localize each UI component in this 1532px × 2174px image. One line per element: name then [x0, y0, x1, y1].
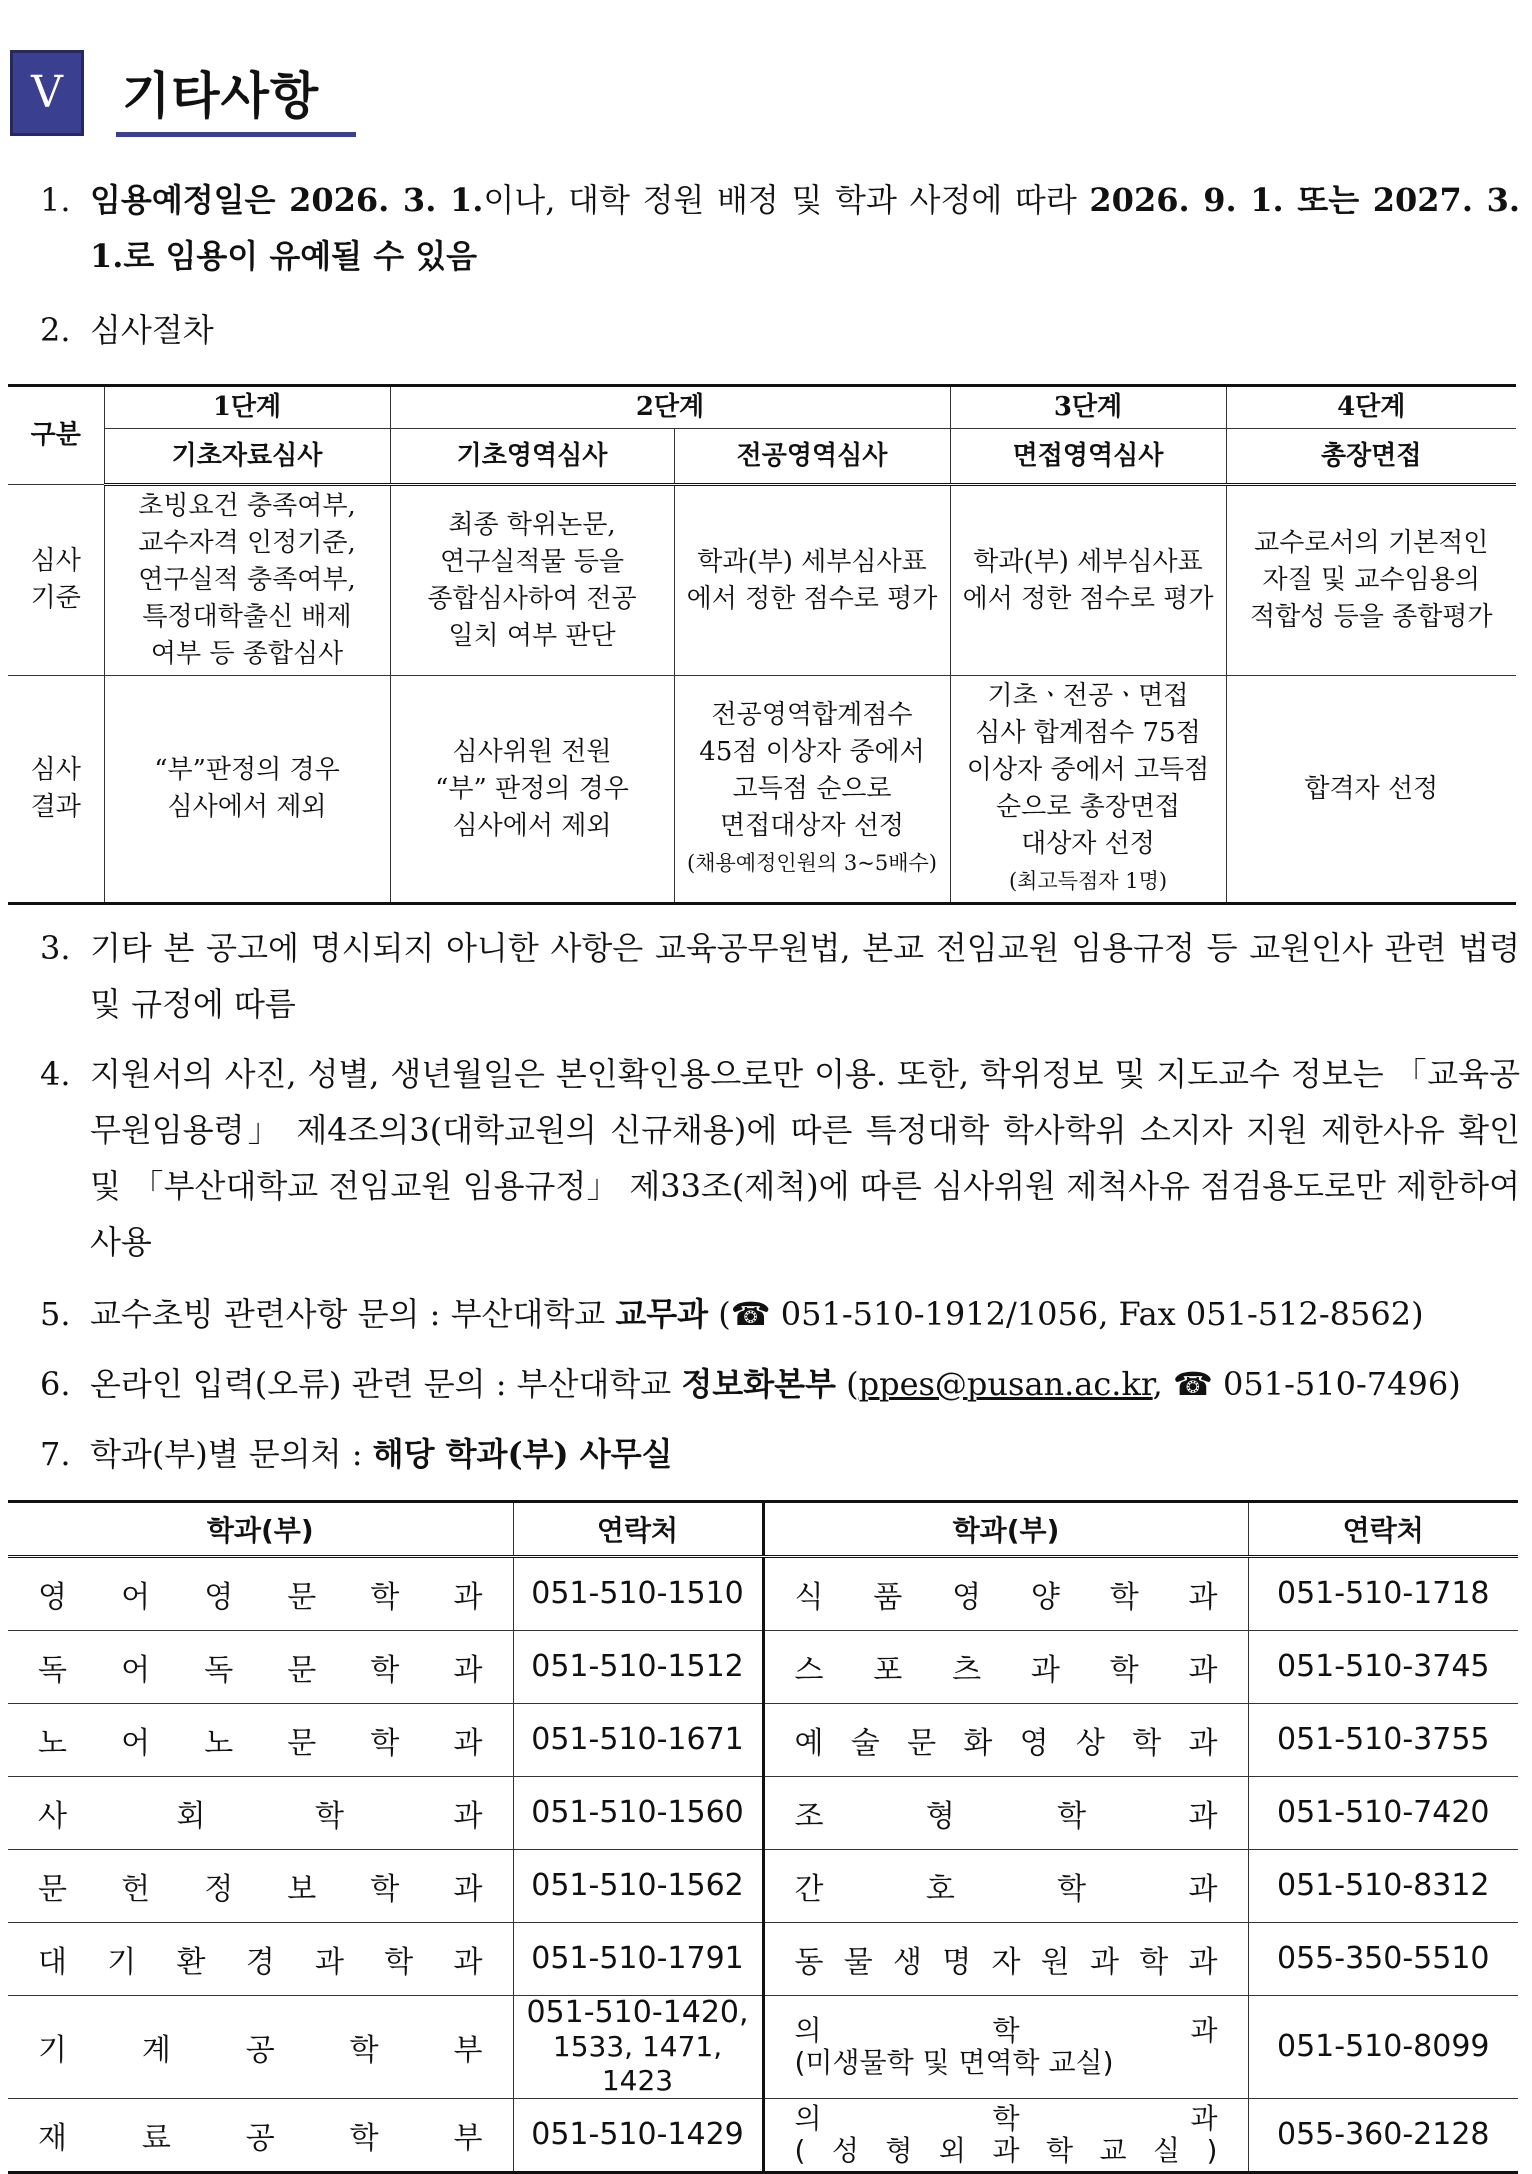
- department-char: 공: [245, 2121, 275, 2156]
- department-char: 술: [850, 1726, 880, 1761]
- department-char: 학: [349, 2033, 379, 2068]
- criteria-cell: 초빙요건 충족여부, 교수자격 인정기준, 연구실적 충족여부, 특정대학출신 배제 여부 등 종합심사: [104, 485, 390, 676]
- section-title: 기타사항: [122, 67, 320, 125]
- department-char: 재: [38, 2121, 67, 2156]
- department-char: 경: [245, 1945, 275, 1980]
- item-7: [40, 1426, 1520, 1482]
- department-char: 문: [287, 1653, 317, 1688]
- department-char: 학: [1057, 1799, 1087, 1834]
- department-name: [763, 1923, 1248, 1996]
- department-phone: [513, 2099, 763, 2173]
- department-char: 과: [453, 1653, 483, 1688]
- department-char: 학: [1057, 1872, 1087, 1907]
- department-char: 조: [794, 1799, 824, 1834]
- department-name: [8, 1777, 513, 1850]
- sub-header: 전공영역심사: [674, 429, 950, 485]
- item-5-phone: (☎ 051-510-1912/1056, Fax 051-512-8562): [708, 1295, 1424, 1333]
- department-name: [763, 2099, 1248, 2173]
- col-header-department: 학과(부): [8, 1502, 513, 1557]
- department-char: 문: [287, 1726, 317, 1761]
- department-char: 과: [1190, 2014, 1218, 2047]
- department-char: 의: [794, 2102, 822, 2135]
- col-header-contact: 연락처: [1248, 1502, 1518, 1557]
- department-char: 과: [453, 1799, 483, 1834]
- department-name: [8, 1631, 513, 1704]
- department-phone: 051-510-7420: [1248, 1777, 1518, 1850]
- criteria-cell: 학과(부) 세부심사표 에서 정한 점수로 평가: [950, 485, 1226, 676]
- phone-line: 1533, 1471, 1423: [552, 2030, 723, 2097]
- item-2: [40, 302, 1520, 358]
- result-cell: [674, 676, 950, 904]
- department-name: [8, 1557, 513, 1631]
- item-1-text: 이나, 대학 정원 배정 및 학과 사정에 따라: [483, 181, 1090, 219]
- department-char: 학: [315, 1799, 344, 1834]
- department-char: 교: [1099, 2134, 1127, 2167]
- department-phone: 055-360-2128: [1248, 2099, 1518, 2173]
- review-process-table: [8, 384, 1516, 905]
- department-char: 과: [1188, 1653, 1218, 1688]
- department-char: 학: [992, 2014, 1020, 2047]
- stage-header: 2단계: [390, 386, 950, 429]
- department-subunit: [795, 2135, 1218, 2167]
- department-char: 부: [453, 2033, 483, 2068]
- phone-line: 051-510-1562: [531, 1868, 744, 1903]
- department-char: 스: [794, 1653, 824, 1688]
- department-name: [8, 1923, 513, 1996]
- department-char: 학: [349, 2121, 379, 2156]
- phone-line: 051-510-1429: [531, 2117, 744, 2152]
- department-char: 의: [794, 2014, 822, 2047]
- department-char: 과: [453, 1872, 483, 1907]
- department-char: 상: [1075, 1726, 1105, 1761]
- department-char: 노: [204, 1726, 234, 1761]
- result-cell: 합격자 선정: [1226, 676, 1516, 904]
- department-name: [763, 1996, 1248, 2099]
- department-char: 학: [370, 1653, 400, 1688]
- department-phone: [513, 1996, 763, 2099]
- department-char: 독: [38, 1653, 67, 1688]
- department-char: 원: [1040, 1945, 1070, 1980]
- section-number-badge: V: [10, 50, 84, 136]
- section-title-underline: [116, 132, 356, 137]
- department-char: 학: [370, 1580, 400, 1615]
- criteria-cell: 교수로서의 기본적인 자질 및 교수임용의 적합성 등을 종합평가: [1226, 485, 1516, 676]
- department-char: 학: [1109, 1653, 1139, 1688]
- department-phone: [513, 1777, 763, 1850]
- item-2-text: 심사절차: [90, 311, 214, 349]
- department-char: 예: [794, 1726, 824, 1761]
- department-phone: 051-510-8312: [1248, 1850, 1518, 1923]
- department-char: 실: [1152, 2134, 1181, 2167]
- table-row: [8, 1850, 1518, 1923]
- department-char: 영: [1019, 1726, 1049, 1761]
- result-cell: 심사위원 전원 “부” 판정의 경우 심사에서 제외: [390, 676, 674, 904]
- department-char: 어: [121, 1653, 151, 1688]
- table-row: [8, 1996, 1518, 2099]
- department-char: 품: [873, 1580, 903, 1615]
- phone-line: 051-510-1512: [531, 1649, 744, 1684]
- department-char: 독: [204, 1653, 234, 1688]
- department-char: 료: [141, 2121, 171, 2156]
- department-char: 보: [287, 1872, 317, 1907]
- department-char: 영: [38, 1580, 67, 1615]
- department-phone: 051-510-1718: [1248, 1557, 1518, 1631]
- department-char: 과: [315, 1945, 344, 1980]
- item-5: [40, 1286, 1520, 1342]
- department-char: 학: [1045, 2134, 1074, 2167]
- item-number: 6.: [40, 1365, 71, 1403]
- department-char: 문: [907, 1726, 937, 1761]
- item-3-text: 기타 본 공고에 명시되지 아니한 사항은 교육공무원법, 본교 전임교원 임용규정 등 교원인사 관련 법령 및 규정에 따름: [90, 929, 1520, 1023]
- sub-header: 총장면접: [1226, 429, 1516, 485]
- phone-line: 051-510-1560: [531, 1795, 744, 1830]
- department-phone: [513, 1923, 763, 1996]
- department-phone: [513, 1557, 763, 1631]
- table-row: [8, 1923, 1518, 1996]
- result-text: 전공영역합계점수 45점 이상자 중에서 고득점 순으로 면접대상자 선정: [699, 699, 925, 841]
- department-char: 어: [121, 1580, 151, 1615]
- department-name: [763, 1777, 1248, 1850]
- department-char: 식: [794, 1580, 824, 1615]
- department-char: 동: [794, 1945, 824, 1980]
- department-char: 과: [1188, 1726, 1218, 1761]
- department-char: 노: [38, 1726, 67, 1761]
- phone-line: 051-510-1671: [531, 1722, 744, 1757]
- department-char: 영: [204, 1580, 234, 1615]
- col-header-department: 학과(부): [763, 1502, 1248, 1557]
- phone-line: 051-510-1510: [531, 1576, 744, 1611]
- item-5-office: 교무과: [615, 1295, 709, 1333]
- table-row: [8, 1704, 1518, 1777]
- department-char: 과: [1188, 1580, 1218, 1615]
- table-row: [8, 1777, 1518, 1850]
- department-char: 포: [873, 1653, 903, 1688]
- row-label-result: 심사 결과: [8, 676, 104, 904]
- department-char: 학: [370, 1872, 400, 1907]
- department-char: 성: [831, 2134, 859, 2167]
- department-char: 회: [176, 1799, 206, 1834]
- department-phone: [513, 1631, 763, 1704]
- item-5-text: 교수초빙 관련사항 문의 : 부산대학교: [90, 1295, 616, 1333]
- department-char: 기: [38, 2033, 67, 2068]
- department-char: ): [1206, 2134, 1218, 2167]
- phone-line: 051-510-1420,: [526, 1995, 749, 2030]
- table-row: [8, 1557, 1518, 1631]
- department-phone: 055-350-5510: [1248, 1923, 1518, 1996]
- department-char: 과: [1188, 1872, 1218, 1907]
- department-char: 자: [991, 1945, 1021, 1980]
- department-char: 생: [893, 1945, 922, 1980]
- department-char: 환: [176, 1945, 206, 1980]
- department-char: 형: [925, 1799, 955, 1834]
- item-6-phone: , ☎ 051-510-7496): [1152, 1365, 1461, 1403]
- item-number: 2.: [40, 311, 71, 349]
- department-name: [763, 1850, 1248, 1923]
- department-char: 화: [963, 1726, 993, 1761]
- department-name: [763, 1631, 1248, 1704]
- department-char: 형: [885, 2134, 913, 2167]
- department-name: [8, 2099, 513, 2173]
- department-char: 부: [453, 2121, 483, 2156]
- result-cell: [950, 676, 1226, 904]
- item-7-text: 학과(부)별 문의처 :: [90, 1435, 373, 1473]
- stage-header: 4단계: [1226, 386, 1516, 429]
- item-6-email-link[interactable]: ppes@pusan.ac.kr: [858, 1365, 1153, 1403]
- item-6-text: 온라인 입력(오류) 관련 문의 : 부산대학교: [90, 1365, 682, 1403]
- item-6-office: 정보화본부: [681, 1365, 836, 1403]
- department-char: 츠: [952, 1653, 982, 1688]
- department-phone: 051-510-8099: [1248, 1996, 1518, 2099]
- table-row: [8, 1631, 1518, 1704]
- stage-header: 1단계: [104, 386, 390, 429]
- department-name: [763, 1704, 1248, 1777]
- department-char: 명: [942, 1945, 972, 1980]
- sub-header: 기초자료심사: [104, 429, 390, 485]
- department-contact-table: [8, 1500, 1518, 2174]
- department-char: 문: [38, 1872, 67, 1907]
- col-header-category: 구분: [8, 386, 104, 485]
- result-note: (최고득점자 1명): [1008, 869, 1168, 893]
- department-char: 사: [38, 1799, 67, 1834]
- col-header-contact: 연락처: [513, 1502, 763, 1557]
- department-phone: 051-510-3745: [1248, 1631, 1518, 1704]
- department-char: 문: [287, 1580, 317, 1615]
- item-7-office: 해당 학과(부) 사무실: [372, 1435, 673, 1473]
- department-char: 대: [38, 1945, 67, 1980]
- criteria-cell: 최종 학위논문, 연구실적물 등을 종합심사하여 전공 일치 여부 판단: [390, 485, 674, 676]
- department-char: 기: [107, 1945, 137, 1980]
- department-char: 물: [843, 1945, 873, 1980]
- item-1-bold-date: 임용예정일은 2026. 3. 1.: [90, 181, 484, 219]
- department-char: 학: [384, 1945, 414, 1980]
- row-label-criteria: 심사 기준: [8, 485, 104, 676]
- item-number: 3.: [40, 929, 71, 967]
- item-number: 7.: [40, 1435, 71, 1473]
- department-char: 학: [992, 2102, 1020, 2135]
- item-number: 1.: [40, 181, 71, 219]
- department-char: 학: [1109, 1580, 1139, 1615]
- criteria-cell: 학과(부) 세부심사표 에서 정한 점수로 평가: [674, 485, 950, 676]
- result-text: 기초ㆍ전공ㆍ면접 심사 합계점수 75점 이상자 중에서 고득점 순으로 총장면접 대상자 선정: [966, 681, 1210, 859]
- department-char: 정: [204, 1872, 234, 1907]
- department-phone: [513, 1704, 763, 1777]
- department-char: 과: [453, 1726, 483, 1761]
- department-char: 학: [1132, 1726, 1162, 1761]
- department-name: [8, 1850, 513, 1923]
- department-char: 과: [1090, 1945, 1119, 1980]
- item-6-open: (: [835, 1365, 859, 1403]
- department-char: 양: [1030, 1580, 1060, 1615]
- department-char: 헌: [121, 1872, 151, 1907]
- department-phone: 051-510-3755: [1248, 1704, 1518, 1777]
- department-char: 공: [245, 2033, 275, 2068]
- department-char: 과: [1188, 1945, 1218, 1980]
- item-1-bold-deferral: 2026. 9. 1. 또는 2027. 3. 1.로 임용이 유예될 수 있음: [90, 181, 1520, 275]
- department-char: 과: [1030, 1653, 1060, 1688]
- department-char: 과: [453, 1580, 483, 1615]
- department-char: 과: [1190, 2102, 1218, 2135]
- department-char: 과: [1188, 1799, 1218, 1834]
- item-6: [40, 1356, 1520, 1412]
- item-1: [40, 172, 1520, 284]
- item-4-text: 지원서의 사진, 성별, 생년월일은 본인확인용으로만 이용. 또한, 학위정보 및 지도교수 정보는 「교육공무원임용령」 제4조의3(대학교원의 신규채용)에 따른 특정대학 학사학위 소지자 지원 제한사유 확인 및 「부산대학교 전임교원 임용규정」 제33조(제척)에 따른 심사위원 제척사유 점검용도로만 제한하여 사용: [90, 1055, 1520, 1261]
- sub-header: 면접영역심사: [950, 429, 1226, 485]
- item-3: [40, 920, 1520, 1032]
- item-number: 5.: [40, 1295, 71, 1333]
- department-name: [8, 1996, 513, 2099]
- item-4: [40, 1046, 1520, 1270]
- department-phone: [513, 1850, 763, 1923]
- department-name: [8, 1704, 513, 1777]
- result-cell: “부”판정의 경우 심사에서 제외: [104, 676, 390, 904]
- stage-header: 3단계: [950, 386, 1226, 429]
- phone-line: 051-510-1791: [531, 1941, 744, 1976]
- result-note: (채용예정인원의 3~5배수): [687, 850, 937, 875]
- department-char: 호: [925, 1872, 955, 1907]
- department-char: 외: [938, 2134, 966, 2167]
- department-char: (: [794, 2134, 806, 2167]
- department-char: 어: [121, 1726, 151, 1761]
- table-row: [8, 2099, 1518, 2173]
- department-name: [763, 1557, 1248, 1631]
- sub-header: 기초영역심사: [390, 429, 674, 485]
- department-subunit: (미생물학 및 면역학 교실): [794, 2046, 1114, 2079]
- item-number: 4.: [40, 1055, 71, 1093]
- department-char: 과: [453, 1945, 483, 1980]
- department-char: 영: [952, 1580, 982, 1615]
- department-char: 과: [992, 2134, 1020, 2167]
- department-char: 학: [1139, 1945, 1169, 1980]
- department-char: 학: [370, 1726, 400, 1761]
- department-char: 간: [794, 1872, 824, 1907]
- department-char: 계: [141, 2033, 171, 2068]
